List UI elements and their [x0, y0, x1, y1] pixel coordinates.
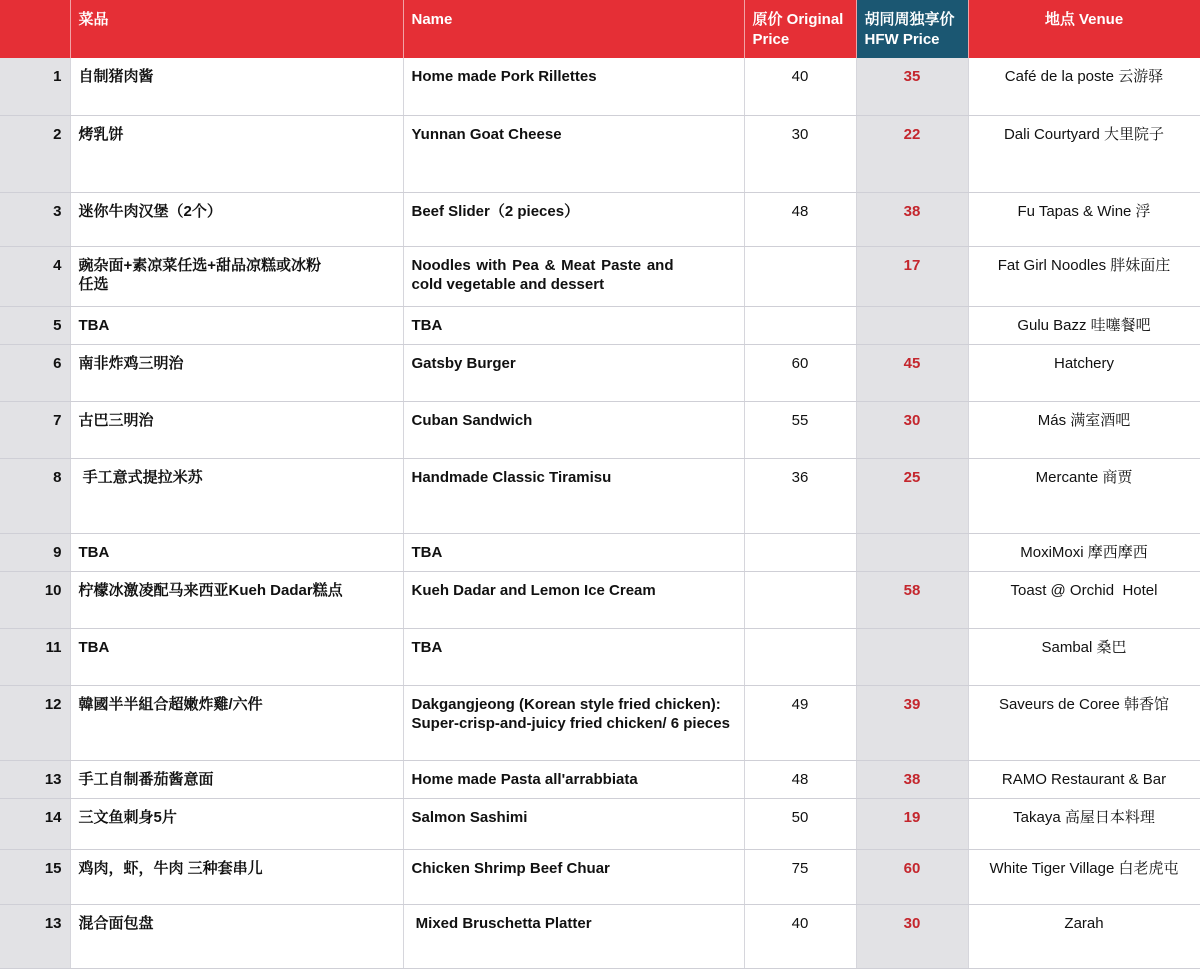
venue: MoxiMoxi 摩西摩西 — [968, 533, 1200, 571]
row-number: 5 — [0, 306, 70, 344]
table-row — [0, 401, 1200, 458]
venue: Dali Courtyard 大里院子 — [968, 115, 1200, 192]
original-price: 30 — [744, 115, 856, 192]
original-price — [744, 533, 856, 571]
row-number: 9 — [0, 533, 70, 571]
dish-english: Yunnan Goat Cheese — [403, 115, 744, 192]
dish-chinese: TBA — [70, 628, 403, 685]
row-number: 7 — [0, 401, 70, 458]
table-row — [0, 192, 1200, 246]
venue: Fat Girl Noodles 胖妹面庄 — [968, 246, 1200, 306]
dish-chinese: 迷你牛肉汉堡（2个） — [70, 192, 403, 246]
dish-english: Beef Slider（2 pieces） — [403, 192, 744, 246]
row-number: 14 — [0, 798, 70, 849]
dish-english: Cuban Sandwich — [403, 401, 744, 458]
dish-chinese: 手工自制番茄酱意面 — [70, 760, 403, 798]
original-price: 75 — [744, 849, 856, 904]
header-chinese-dish: 菜品 — [70, 0, 403, 58]
dish-chinese: 南非炸鸡三明治 — [70, 344, 403, 401]
row-number: 4 — [0, 246, 70, 306]
table-row — [0, 849, 1200, 904]
venue: Más 满室酒吧 — [968, 401, 1200, 458]
hfw-price: 38 — [856, 760, 968, 798]
hfw-price: 45 — [856, 344, 968, 401]
dish-english: Dakgangjeong (Korean style fried chicken): Super-crisp-and-juicy fried chicken/ 6 pieces — [403, 685, 744, 760]
original-price: 55 — [744, 401, 856, 458]
hfw-price — [856, 306, 968, 344]
dish-english: TBA — [403, 533, 744, 571]
hfw-price: 19 — [856, 798, 968, 849]
dish-english: Home made Pasta all'arrabbiata — [403, 760, 744, 798]
table-row — [0, 246, 1200, 306]
venue: Toast @ Orchid Hotel — [968, 571, 1200, 628]
table-row — [0, 904, 1200, 968]
dish-english: TBA — [403, 306, 744, 344]
header-number — [0, 0, 70, 58]
table-row — [0, 306, 1200, 344]
dish-chinese: 豌杂面+素凉菜任选+甜品凉糕或冰粉任选 — [70, 246, 403, 306]
table-row — [0, 760, 1200, 798]
original-price — [744, 246, 856, 306]
row-number: 6 — [0, 344, 70, 401]
dish-english: Home made Pork Rillettes — [403, 58, 744, 115]
venue: Café de la poste 云游驿 — [968, 58, 1200, 115]
hfw-price — [856, 628, 968, 685]
dish-chinese: 烤乳饼 — [70, 115, 403, 192]
hfw-price: 35 — [856, 58, 968, 115]
table-row — [0, 685, 1200, 760]
hfw-price: 25 — [856, 458, 968, 533]
dish-chinese: 韓國半半組合超嫩炸雞/六件 — [70, 685, 403, 760]
row-number: 10 — [0, 571, 70, 628]
hfw-price: 38 — [856, 192, 968, 246]
hfw-price: 30 — [856, 904, 968, 968]
original-price: 48 — [744, 192, 856, 246]
header-hfw-price: 胡同周独享价 HFW Price — [856, 0, 968, 58]
header-original-price: 原价 Original Price — [744, 0, 856, 58]
hfw-price — [856, 533, 968, 571]
dish-english: Handmade Classic Tiramisu — [403, 458, 744, 533]
row-number: 15 — [0, 849, 70, 904]
dish-chinese: TBA — [70, 533, 403, 571]
row-number: 13 — [0, 904, 70, 968]
venue: Hatchery — [968, 344, 1200, 401]
dish-chinese: 三文鱼刺身5片 — [70, 798, 403, 849]
dish-chinese: 柠檬冰激凌配马来西亚Kueh Dadar糕点 — [70, 571, 403, 628]
row-number: 3 — [0, 192, 70, 246]
row-number: 12 — [0, 685, 70, 760]
venue: Saveurs de Coree 韩香馆 — [968, 685, 1200, 760]
table-row — [0, 628, 1200, 685]
dish-chinese: 古巴三明治 — [70, 401, 403, 458]
venue: Sambal 桑巴 — [968, 628, 1200, 685]
dish-english: Gatsby Burger — [403, 344, 744, 401]
dish-chinese: 混合面包盘 — [70, 904, 403, 968]
header-row — [0, 0, 1200, 58]
original-price: 60 — [744, 344, 856, 401]
dish-chinese: 手工意式提拉米苏 — [70, 458, 403, 533]
dish-english: Kueh Dadar and Lemon Ice Cream — [403, 571, 744, 628]
dish-chinese: TBA — [70, 306, 403, 344]
hfw-price: 39 — [856, 685, 968, 760]
header-venue: 地点 Venue — [968, 0, 1200, 58]
table-row — [0, 571, 1200, 628]
dish-chinese: 鸡肉，虾，牛肉 三种套串儿 — [70, 849, 403, 904]
venue: Gulu Bazz 哇噻餐吧 — [968, 306, 1200, 344]
row-number: 2 — [0, 115, 70, 192]
dish-chinese: 自制猪肉酱 — [70, 58, 403, 115]
original-price — [744, 571, 856, 628]
dish-english: Salmon Sashimi — [403, 798, 744, 849]
original-price: 49 — [744, 685, 856, 760]
row-number: 11 — [0, 628, 70, 685]
venue: Takaya 高屋日本料理 — [968, 798, 1200, 849]
venue: White Tiger Village 白老虎屯 — [968, 849, 1200, 904]
venue: RAMO Restaurant & Bar — [968, 760, 1200, 798]
dish-english: Noodles with Pea & Meat Paste and cold vegetable and dessert — [403, 246, 744, 306]
venue: Fu Tapas & Wine 浮 — [968, 192, 1200, 246]
dish-english: TBA — [403, 628, 744, 685]
original-price: 40 — [744, 904, 856, 968]
row-number: 13 — [0, 760, 70, 798]
original-price: 36 — [744, 458, 856, 533]
table-row — [0, 58, 1200, 115]
original-price: 50 — [744, 798, 856, 849]
original-price — [744, 628, 856, 685]
original-price: 48 — [744, 760, 856, 798]
header-name: Name — [403, 0, 744, 58]
venue: Zarah — [968, 904, 1200, 968]
venue: Mercante 商贾 — [968, 458, 1200, 533]
original-price: 40 — [744, 58, 856, 115]
table-row — [0, 533, 1200, 571]
table-row — [0, 458, 1200, 533]
table-row — [0, 798, 1200, 849]
hfw-price: 58 — [856, 571, 968, 628]
hfw-price: 17 — [856, 246, 968, 306]
hfw-price: 30 — [856, 401, 968, 458]
hfw-price: 22 — [856, 115, 968, 192]
row-number: 8 — [0, 458, 70, 533]
table-row — [0, 115, 1200, 192]
hfw-price: 60 — [856, 849, 968, 904]
table-row — [0, 344, 1200, 401]
dish-english: Chicken Shrimp Beef Chuar — [403, 849, 744, 904]
row-number: 1 — [0, 58, 70, 115]
dish-english: Mixed Bruschetta Platter — [403, 904, 744, 968]
original-price — [744, 306, 856, 344]
